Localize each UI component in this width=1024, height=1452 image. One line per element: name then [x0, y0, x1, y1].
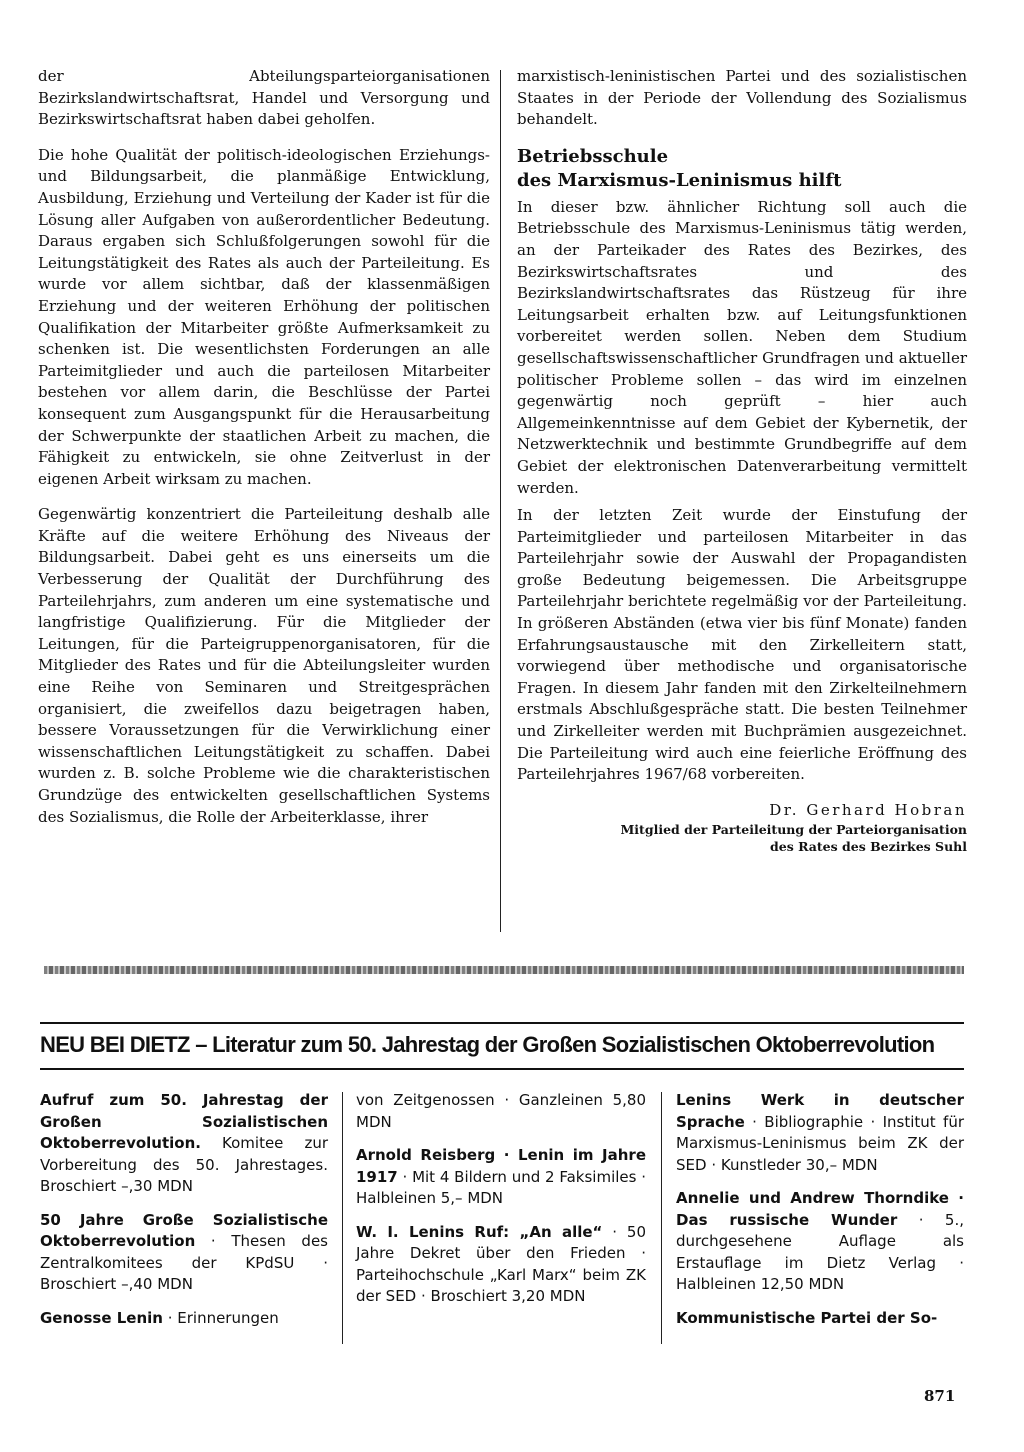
book-entry — [40, 1210, 328, 1296]
banner-top-rule — [40, 1022, 964, 1024]
left-paragraph-1: der Abteilungsparteiorganisationen Bezirkslandwirtschaftsrat, Handel und Versorgung und Bezirkswirtschaftsrat haben dabei geholfen. — [38, 67, 490, 129]
book-entry — [356, 1145, 646, 1210]
dietz-banner: NEU BEI DIETZ – Literatur zum 50. Jahrestag der Großen Sozialistischen Oktoberrevolution — [40, 1032, 935, 1057]
book-title: Kommunistische Partei der So- — [676, 1308, 938, 1327]
book-entry — [676, 1090, 964, 1176]
book-title: W. I. Lenins Ruf: „An alle“ — [356, 1222, 603, 1241]
author-signature — [517, 800, 967, 856]
right-intro-paragraph: marxistisch-leninistischen Partei und des sozialistischen Staates in der Periode der Vollendung des Sozialismus behandelt. — [517, 67, 967, 129]
section-heading — [517, 145, 967, 193]
book-column-divider — [661, 1092, 662, 1344]
book-details: · 50 Jahre Dekret über den Frieden · Parteihochschule „Karl Marx“ beim ZK der SED · Broschiert 3,20 MDN — [356, 1222, 646, 1305]
right-paragraph-2: In der letzten Zeit wurde der Einstufung der Parteimitglieder und parteilosen Mitarbeiter in das Parteilehrjahr sowie der Auswahl der Propagandisten große Bedeutung beigemessen. Die Arbeitsgruppe Parteilehrjahr berichtete regelmäßig vor der Parteileitung. In größeren Abständen (etwa vier bis fünf Monate) fanden Erfahrungsaustausche mit den Zirkelleitern statt, vorwiegend über methodische und organisatorische Fragen. In diesem Jahr fanden mit den Zirkelteilnehmern erstmals Abschlußgespräche statt. Die besten Teilnehmer und Zirkelleiter werden mit Buchprämien ausgezeichnet. Die Parteileitung wird auch eine feierliche Eröffnung des Parteilehrjahres 1967/68 vorbereiten. — [517, 506, 967, 784]
book-entry — [40, 1308, 328, 1330]
book-details: · Thesen des Zentralkomitees der KPdSU · Broschiert –,40 MDN — [40, 1232, 328, 1293]
section-heading-line-1: Betriebsschule — [517, 145, 669, 167]
book-title: Lenins Werk in deutscher Sprache — [676, 1091, 964, 1131]
book-entry — [356, 1090, 646, 1133]
book-title: Annelie und Andrew Thorndike · Das russische Wunder — [676, 1189, 964, 1229]
book-list-column-2 — [356, 1090, 646, 1320]
book-column-divider — [342, 1092, 343, 1344]
book-title: Aufruf zum 50. Jahrestag der Großen Sozialistischen Oktoberrevolution. — [40, 1091, 328, 1152]
separator-rule — [44, 966, 964, 974]
book-entry — [676, 1308, 964, 1330]
book-list-column-3 — [676, 1090, 964, 1341]
section-heading-line-2: des Marxismus-Leninismus hilft — [517, 169, 842, 191]
author-role-line-1: Mitglied der Parteileitung der Parteiorganisation — [620, 822, 967, 838]
book-details: Komitee zur Vorbereitung des 50. Jahrestages. Broschiert –,30 MDN — [40, 1134, 328, 1195]
left-paragraph-3: Gegenwärtig konzentriert die Parteileitung deshalb alle Kräfte auf die weitere Erhöhung des Niveaus der Bildungsarbeit. Dabei geht es uns einerseits um die Verbesserung der Qualität der Durchführung des Parteilehrjahrs, zum anderen um eine systematische und langfristige Qualifizierung. Für die Mitglieder der Leitungen, für die Parteigruppenorganisatoren, für die Mitglieder des Rates und für die Abteilungsleiter wurden eine Reihe von Seminaren und Streitgesprächen organisiert, die zweifellos dazu beigetragen haben, bessere Voraussetzungen für die Verwirklichung einer wissenschaftlichen Leitungstätigkeit zu schaffen. Dabei wurden z. B. solche Probleme wie die charakteristischen Grundzüge des entwickelten gesellschaftlichen Systems des Sozialismus, die Rolle der Arbeiterklasse, ihrer — [38, 505, 490, 826]
book-details: · 5., durchgesehene Auflage als Erstauflage im Dietz Verlag · Halbleinen 12,50 MDN — [676, 1210, 965, 1293]
right-paragraph-1: In dieser bzw. ähnlicher Richtung soll auch die Betriebsschule des Marxismus-Leninismus tätig werden, an der Parteikader des Rates des Bezirkes, des Bezirkswirtschaftsrates und des Bezirkslandwirtschaftsrates das Rüstzeug für ihre Leitungsarbeit erhalten bzw. auf Leitungsfunktionen vorbereitet werden sollen. Neben dem Studium gesellschaftswissenschaftlicher Grundfragen und aktueller politischer Probleme sollen – das wird im einzelnen gegenwärtig noch geprüft – hier auch Allgemeinkenntnisse auf dem Gebiet der Kybernetik, der Netzwerktechnik und bestimmte Grundbegriffe auf dem Gebiet der elektronischen Datenverarbeitung vermittelt werden. — [517, 197, 967, 497]
book-title: Genosse Lenin — [40, 1308, 163, 1327]
left-article-column — [38, 66, 490, 842]
author-name: Dr. Gerhard Hobran — [769, 800, 967, 819]
book-entry — [40, 1090, 328, 1198]
right-article-column — [517, 66, 967, 855]
page-number: 871 — [924, 1387, 956, 1405]
book-title: Arnold Reisberg · Lenin im Jahre 1917 — [356, 1146, 646, 1186]
book-entry — [356, 1222, 646, 1308]
book-entry — [676, 1188, 964, 1296]
banner-bottom-rule — [40, 1068, 964, 1070]
book-details: von Zeitgenossen · Ganzleinen 5,80 MDN — [356, 1091, 646, 1131]
column-divider — [500, 70, 501, 932]
book-details: · Erinnerungen — [162, 1308, 279, 1327]
left-paragraph-2: Die hohe Qualität der politisch-ideologischen Erziehungs- und Bildungsarbeit, die planmäßige Entwicklung, Ausbildung, Erziehung und Verteilung der Kader ist für die Lösung aller Aufgaben von außerordentlicher Bedeutung. Daraus ergaben sich Schlußfolgerungen sowohl für die Leitungstätigkeit des Rates als auch der Parteileitung. Es wurde vor allem sichtbar, daß der klassenmäßigen Erziehung und der weiteren Erhöhung der politischen Qualifikation der Mitarbeiter größte Aufmerksamkeit zu schenken ist. Die wesentlichsten Forderungen an alle Parteimitglieder und auch die parteilosen Mitarbeiter bestehen vor allem darin, die Beschlüsse der Partei konsequent zum Ausgangspunkt für die Herausarbeitung der Schwerpunkte der staatlichen Arbeit zu machen, die Fähigkeit zu entwickeln, sie ohne Zeitverlust in der eigenen Arbeit wirksam zu machen. — [38, 145, 490, 488]
book-details: · Bibliographie · Institut für Marxismus-Leninismus beim ZK der SED · Kunstleder 30,– MDN — [676, 1112, 964, 1174]
book-details: · Mit 4 Bildern und 2 Faksimiles · Halbleinen 5,– MDN — [356, 1167, 646, 1207]
book-title: 50 Jahre Große Sozialistische Oktoberrevolution — [40, 1210, 328, 1250]
author-role-line-2: des Rates des Bezirkes Suhl — [770, 839, 967, 855]
book-list-column-1 — [40, 1090, 328, 1341]
